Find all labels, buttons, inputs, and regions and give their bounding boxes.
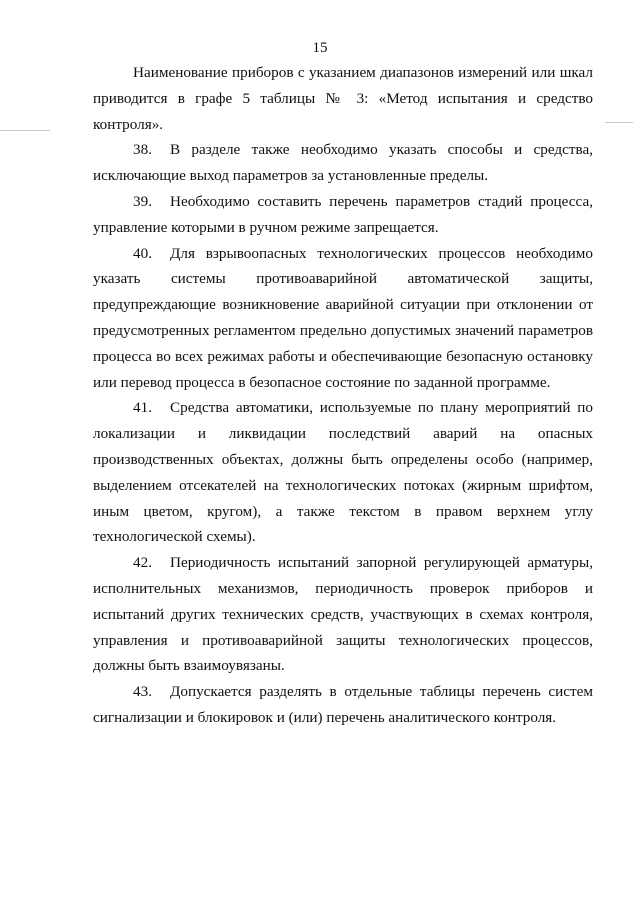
paragraph-number: 38. bbox=[133, 141, 152, 159]
paragraph-text: Средства автоматики, используемые по плану мероприятий по локализации и ликвидации последствий аварий на опасных производственных объектах, должны быть определены особо (например, выделением отсекателей на технологических потоках (жирным шрифтом, иным цветом, кругом), а также текстом в правом верхнем углу технологической схемы). bbox=[93, 399, 593, 546]
paragraph-41 bbox=[93, 395, 593, 550]
paragraph-number: 39. bbox=[133, 192, 152, 210]
scan-artifact bbox=[0, 130, 50, 131]
paragraph-text: Допускается разделять в отдельные таблицы перечень систем сигнализации и блокировок и (или) перечень аналитического контроля. bbox=[93, 683, 593, 726]
paragraph-number: 43. bbox=[133, 683, 152, 701]
paragraph-text: Необходимо составить перечень параметров стадий процесса, управление которыми в ручном режиме запрещается. bbox=[93, 192, 593, 236]
paragraph-number: 42. bbox=[133, 554, 152, 572]
paragraph-text: Для взрывоопасных технологических процессов необходимо указать системы противоаварийной автоматической защиты, предупреждающие возникновение аварийной ситуации при отклонении от предусмотренных регламентом предельно допустимых значений параметров процесса во всех режимах работы и обеспечивающие безопасную остановку или перевод процесса в безопасное состояние по заданной программе. bbox=[93, 244, 593, 391]
paragraph-40 bbox=[93, 241, 593, 396]
paragraph-text: Периодичность испытаний запорной регулирующей арматуры, исполнительных механизмов, периодичность проверок приборов и испытаний других технических средств, участвующих в схемах контроля, управления и противоаварийной защиты технологических процессов, должны быть взаимоувязаны. bbox=[93, 554, 593, 675]
paragraph-43 bbox=[93, 679, 593, 731]
document-body bbox=[93, 60, 593, 731]
paragraph-number: 41. bbox=[133, 399, 152, 417]
paragraph-number: 40. bbox=[133, 244, 152, 262]
paragraph-42 bbox=[93, 550, 593, 679]
paragraph-text: В разделе также необходимо указать способы и средства, исключающие выход параметров за установленные пределы. bbox=[93, 141, 593, 185]
paragraph-39 bbox=[93, 189, 593, 241]
paragraph-38 bbox=[93, 137, 593, 189]
scan-artifact bbox=[605, 122, 633, 123]
paragraph-intro bbox=[93, 60, 593, 137]
page-number: 15 bbox=[312, 40, 328, 56]
paragraph-text: Наименование приборов с указанием диапазонов измерений или шкал приводится в графе 5 таблицы № 3: «Метод испытания и средство контроля». bbox=[93, 64, 593, 133]
